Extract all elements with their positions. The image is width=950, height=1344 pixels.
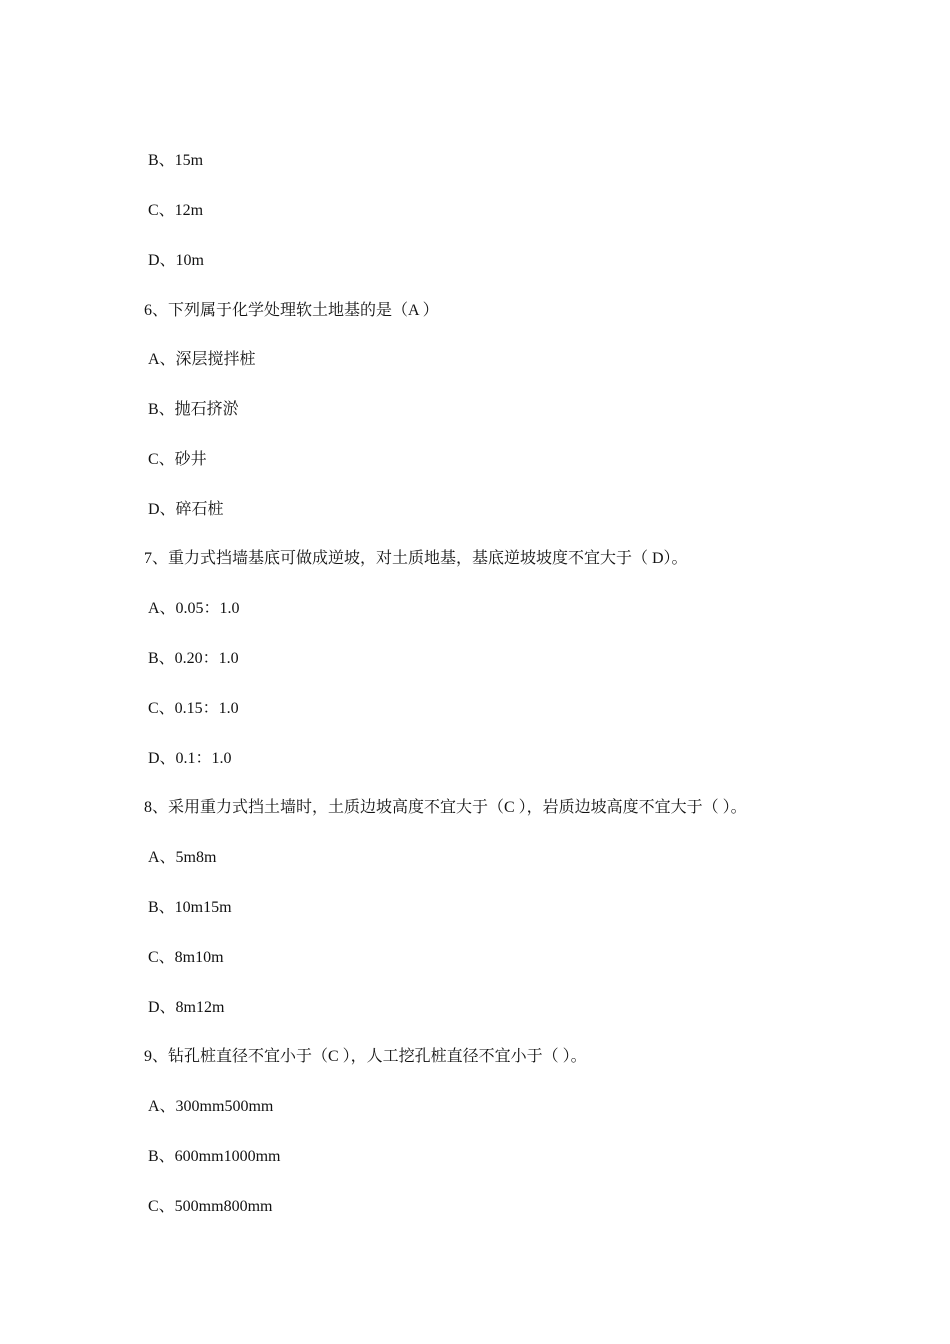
option-line: B、15m — [148, 152, 204, 169]
option-line: B、抛石挤淤 — [148, 401, 239, 418]
option-line: B、10m15m — [148, 899, 232, 916]
question-line: 6、下列属于化学处理软土地基的是（A ） — [144, 302, 439, 319]
question-line: 8、采用重力式挡土墙时，土质边坡高度不宜大于（C ），岩质边坡高度不宜大于（ ）。 — [144, 799, 747, 816]
option-line: D、0.1：1.0 — [148, 750, 232, 767]
option-line: B、600mm1000mm — [148, 1148, 281, 1165]
option-line: B、0.20：1.0 — [148, 650, 239, 667]
option-line: C、500mm800mm — [148, 1198, 273, 1215]
question-line: 7、重力式挡墙基底可做成逆坡，对土质地基，基底逆坡坡度不宜大于（ D）。 — [144, 550, 688, 567]
option-line: C、砂井 — [148, 451, 207, 468]
option-line: C、12m — [148, 202, 204, 219]
option-line: D、10m — [148, 252, 205, 269]
option-line: D、碎石桩 — [148, 501, 224, 518]
option-line: C、8m10m — [148, 949, 224, 966]
question-line: 9、钻孔桩直径不宜小于（C ），人工挖孔桩直径不宜小于（ ）。 — [144, 1048, 587, 1065]
option-line: D、8m12m — [148, 999, 225, 1016]
option-line: C、0.15：1.0 — [148, 700, 239, 717]
option-line: A、300mm500mm — [148, 1098, 274, 1115]
option-line: A、5m8m — [148, 849, 217, 866]
option-line: A、0.05：1.0 — [148, 600, 240, 617]
option-line: A、深层搅拌桩 — [148, 351, 256, 368]
